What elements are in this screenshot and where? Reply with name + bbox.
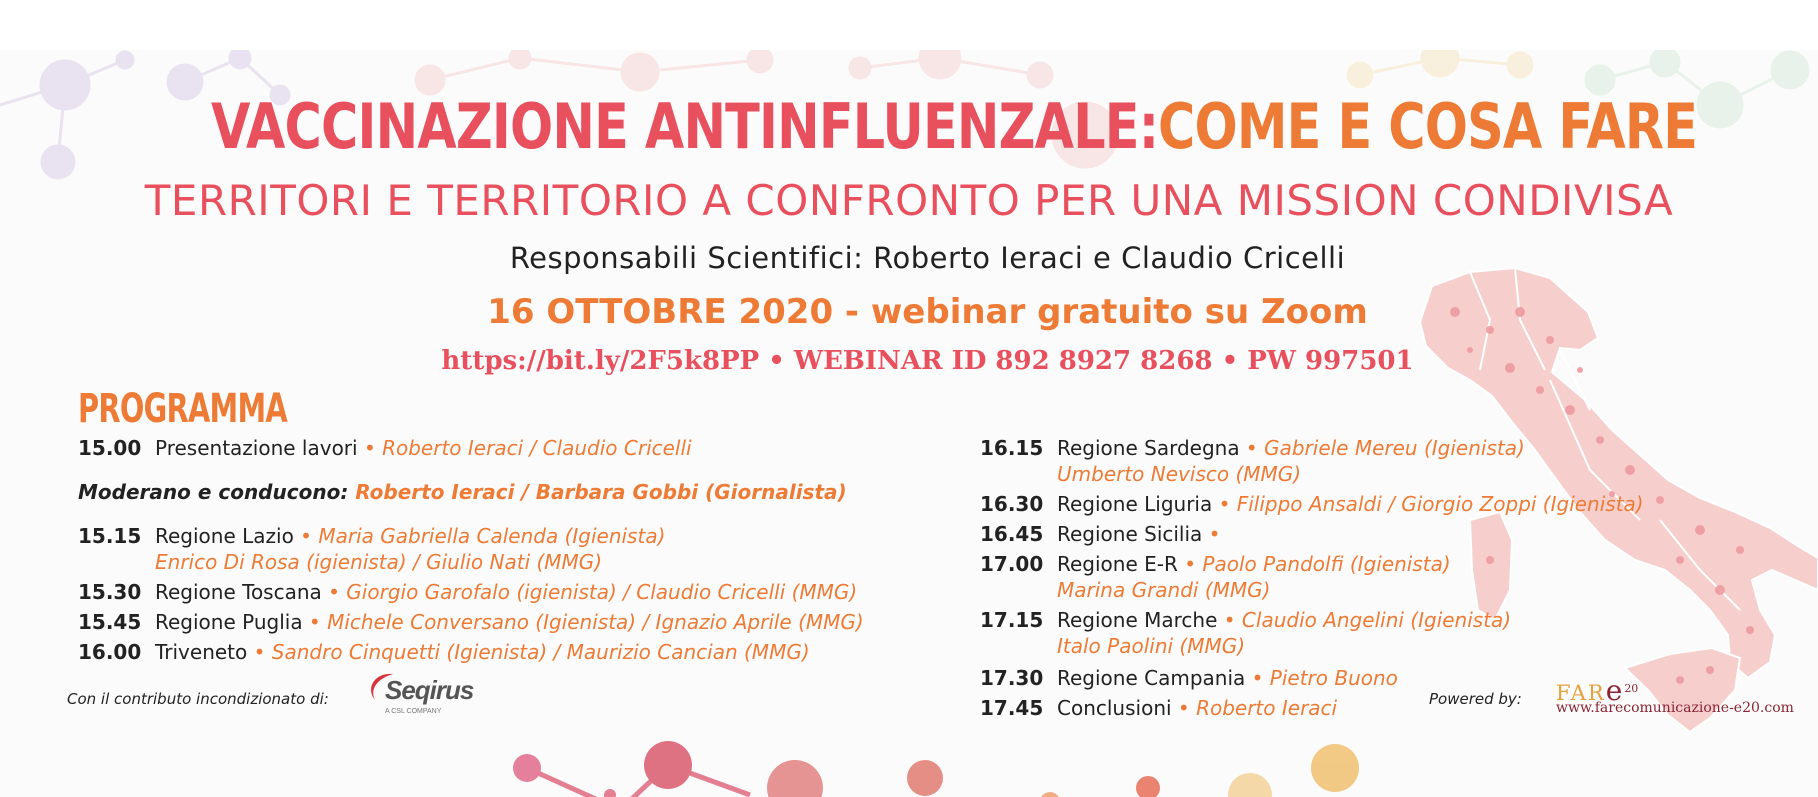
program-speakers-2: Marina Grandi (MMG) [1057, 578, 1271, 602]
program-speakers-2: Enrico Di Rosa (igienista) / Giulio Nati (MMG) [155, 550, 603, 574]
program-time: 16.45 [980, 522, 1044, 546]
event-date: 16 OTTOBRE 2020 - webinar gratuito su Zoom [487, 292, 1368, 332]
program-speakers: • Filippo Ansaldi / Giorgio Zoppi (Igienista) [1212, 492, 1644, 516]
organizer-logo-e: e [1605, 674, 1625, 707]
organizer-logo-num: 20 [1624, 682, 1639, 695]
program-title: Triveneto [155, 640, 248, 664]
title-part2: COME E COSA FARE [1157, 90, 1698, 163]
webinar-access-info: https://bit.ly/2F5k8PP • WEBINAR ID 892 8927 8268 • PW 997501 [441, 346, 1414, 376]
program-time: 16.00 [78, 640, 142, 664]
program-title: Regione Lazio [155, 524, 294, 548]
sponsor-logo-name: Seqirus [385, 675, 474, 705]
organizer-url[interactable]: www.farecomunicazione-e20.com [1556, 700, 1794, 716]
program-time: 16.15 [980, 436, 1044, 460]
banner [0, 50, 1818, 797]
program-speakers: • [1202, 522, 1221, 546]
program-title: Regione Toscana [155, 580, 322, 604]
program-time: 15.00 [78, 436, 142, 460]
scientific-directors: Responsabili Scientifici: Roberto Ieraci e Claudio Cricelli [509, 241, 1346, 275]
powered-by-label: Powered by: [1429, 690, 1522, 708]
program-time: 17.15 [980, 608, 1044, 632]
program-title: Regione E-R [1057, 552, 1178, 576]
program-time: 17.00 [980, 552, 1044, 576]
moderators-names: Roberto Ieraci / Barbara Gobbi (Giornalista) [355, 480, 847, 504]
program-time: 16.30 [980, 492, 1044, 516]
moderators-label: Moderano e conducono: [78, 480, 349, 504]
program-time: 17.45 [980, 696, 1044, 720]
event-title [0, 84, 1818, 170]
program-title: Regione Puglia [155, 610, 303, 634]
program-speakers-2: Umberto Nevisco (MMG) [1057, 462, 1302, 486]
program-speakers-2: Italo Paolini (MMG) [1057, 634, 1246, 658]
program-speakers: • Giorgio Garofalo (igienista) / Claudio Cricelli (MMG) [321, 580, 858, 604]
sponsor-label: Con il contributo incondizionato di: [67, 690, 329, 708]
program-speakers: • Roberto Ieraci / Claudio Cricelli [357, 436, 692, 460]
program-title: Presentazione lavori [155, 436, 358, 460]
program-time: 15.15 [78, 524, 142, 548]
program-speakers: • Roberto Ieraci [1171, 696, 1338, 720]
program-time: 15.30 [78, 580, 142, 604]
program-speakers: • Gabriele Mereu (Igienista) [1239, 436, 1525, 460]
program-title: Regione Campania [1057, 666, 1246, 690]
program-speakers: • Pietro Buono [1245, 666, 1398, 690]
program-title: Regione Liguria [1057, 492, 1213, 516]
program-title: Regione Sardegna [1057, 436, 1240, 460]
sponsor-logo-subtitle: A CSL COMPANY [385, 708, 442, 715]
program-speakers: • Michele Conversano (Igienista) / Ignazio Aprile (MMG) [302, 610, 864, 634]
title-part1: VACCINAZIONE ANTINFLUENZALE: [210, 90, 1158, 163]
event-subtitle: TERRITORI E TERRITORIO A CONFRONTO PER UNA MISSION CONDIVISA [144, 176, 1674, 225]
program-title: Regione Marche [1057, 608, 1218, 632]
organizer-logo-fa: FAR [1556, 681, 1606, 705]
moderators-line [78, 479, 847, 505]
program-speakers: • Paolo Pandolfi (Igienista) [1177, 552, 1451, 576]
program-title: Conclusioni [1057, 696, 1172, 720]
program-title: Regione Sicilia [1057, 522, 1203, 546]
program-time: 17.30 [980, 666, 1044, 690]
program-speakers: • Claudio Angelini (Igienista) [1217, 608, 1512, 632]
program-speakers: • Maria Gabriella Calenda (Igienista) [293, 524, 666, 548]
program-speakers: • Sandro Cinquetti (Igienista) / Maurizio Cancian (MMG) [247, 640, 810, 664]
program-time: 15.45 [78, 610, 142, 634]
program-right-column [980, 435, 1780, 735]
program-heading: PROGRAMMA [78, 386, 288, 432]
